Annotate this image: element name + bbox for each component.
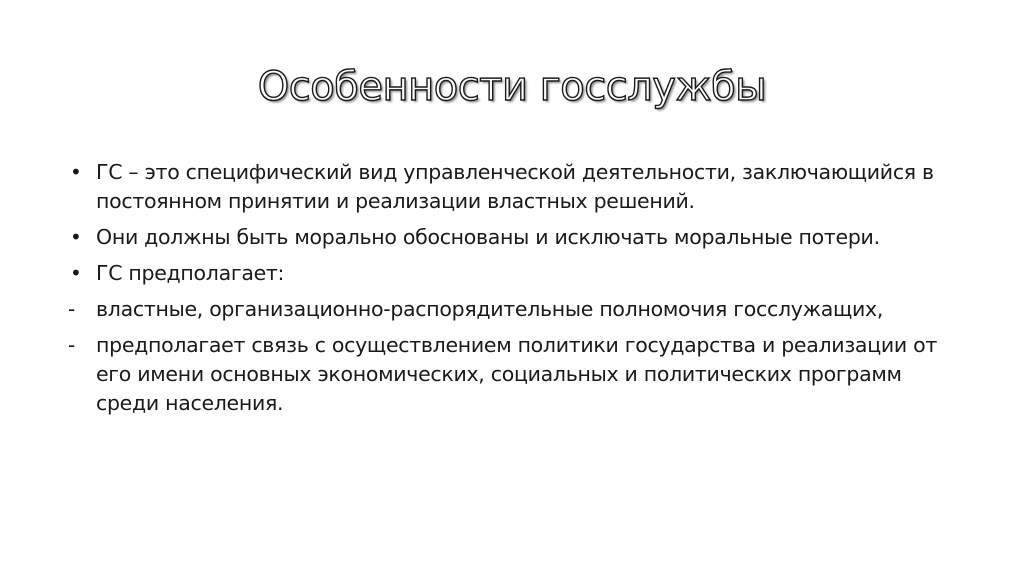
bullet-marker: • (70, 261, 82, 285)
list-item-text: ГС – это специфический вид управленческой деятельности, заключающийся в постоянном принятии и реализации властных решений. (96, 160, 934, 213)
list-item-text: предполагает связь с осуществлением политики государства и реализации от его имени основных экономических, социальных и политических программ среди населения. (96, 333, 937, 415)
list-item-text: Они должны быть морально обоснованы и исключать моральные потери. (96, 225, 880, 249)
slide-title: Особенности госслужбы (257, 64, 767, 110)
list-item (70, 331, 970, 418)
list-item (70, 259, 970, 288)
list-item-text: ГС предполагает: (96, 261, 285, 285)
list-item-text: властные, организационно-распорядительные полномочия госслужащих, (96, 297, 884, 321)
bullet-list (70, 158, 970, 425)
list-item (70, 158, 970, 216)
dash-marker: - (68, 333, 75, 357)
bullet-marker: • (70, 160, 82, 184)
list-item (70, 223, 970, 252)
dash-marker: - (68, 297, 75, 321)
list-item (70, 295, 970, 324)
bullet-marker: • (70, 225, 82, 249)
